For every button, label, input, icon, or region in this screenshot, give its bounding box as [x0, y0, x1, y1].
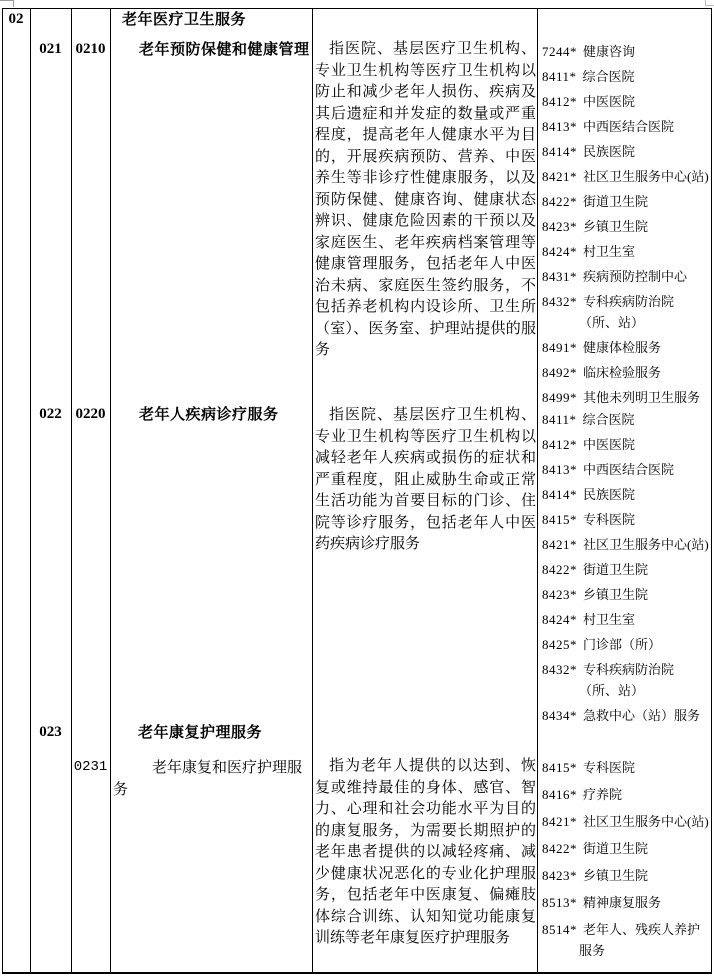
table-bottom-border	[2, 972, 712, 974]
industry-code: 8422*	[542, 194, 577, 209]
industry-code: 8422*	[542, 562, 577, 577]
industry-code-entry	[542, 387, 712, 408]
industry-code-entry	[542, 484, 712, 505]
industry-code-entry	[542, 838, 712, 859]
industry-code: 8432*	[542, 662, 577, 677]
industry-code-list	[542, 409, 712, 730]
industry-code-label: 乡镇卫生院	[583, 219, 649, 234]
industry-code: 8513*	[542, 895, 577, 910]
industry-code-label: 临床检验服务	[583, 365, 662, 380]
industry-code-label: 街道卫生院	[583, 194, 649, 209]
column-divider-4	[312, 8, 313, 973]
category-title: 老年医疗卫生服务	[122, 11, 247, 28]
industry-code-entry	[542, 216, 712, 237]
industry-code-entry	[542, 534, 712, 555]
industry-code-entry	[542, 919, 712, 961]
industry-code-label: 专科医院	[583, 512, 636, 527]
industry-code-label: 社区卫生服务中心(站)	[583, 169, 709, 184]
industry-code-entry	[542, 362, 712, 383]
industry-code-list	[542, 41, 712, 412]
industry-code-entry	[542, 291, 712, 333]
industry-code: 8421*	[542, 814, 577, 829]
page-corner-mark-top-right	[705, 5, 714, 6]
industry-code-label: 其他未列明卫生服务	[583, 390, 701, 405]
industry-code-entry	[542, 584, 712, 605]
item-code-cell: 0220	[75, 406, 106, 422]
industry-code-entry	[542, 509, 712, 530]
category-code-cell: 02	[8, 11, 24, 27]
group-code-cell: 022	[39, 406, 62, 422]
table-border-left	[2, 8, 3, 973]
industry-code: 8412*	[542, 437, 577, 452]
industry-code-entry	[542, 811, 712, 832]
industry-code-label: 乡镇卫生院	[583, 868, 649, 883]
industry-code-entry	[542, 41, 712, 62]
industry-code: 8423*	[542, 587, 577, 602]
item-description: 指医院、基层医疗卫生机构、专业卫生机构等医疗卫生机构以减轻老年人疾病或损伤的症状和严重程度，阻止威胁生命或正常生活功能为首要目标的门诊、住院等诊疗服务，包括老年人中医药疾病诊疗服务	[315, 407, 536, 552]
industry-code: 8425*	[542, 637, 577, 652]
industry-code-label: 乡镇卫生院	[583, 587, 649, 602]
item-name: 老年康复和医疗护理服务	[113, 760, 303, 798]
column-divider-2	[71, 8, 72, 973]
industry-code: 8423*	[542, 868, 577, 883]
group-code-cell: 021	[39, 41, 62, 57]
industry-code: 8413*	[542, 462, 577, 477]
industry-code-label: 急救中心（站）服务	[583, 708, 701, 723]
industry-code-label: 民族医院	[583, 487, 636, 502]
industry-code: 8424*	[542, 244, 577, 259]
industry-code-label: 中西医结合医院	[583, 119, 675, 134]
industry-code: 8492*	[542, 365, 577, 380]
industry-code-entry	[542, 634, 712, 655]
industry-code: 8423*	[542, 219, 577, 234]
industry-code-entry	[542, 66, 712, 87]
industry-code-label: 中医医院	[583, 94, 636, 109]
industry-code: 8414*	[542, 487, 577, 502]
group-title: 老年康复护理服务	[138, 724, 263, 741]
item-description: 指医院、基层医疗卫生机构、专业卫生机构等医疗卫生机构以防止和减少老年人损伤、疾病及其后遗症和并发症的数量或严重程度，提高老年人健康水平为目的，开展疾病预防、营养、中医养生等非诊疗性健康服务，以及预防保健、健康咨询、健康状态辨识、健康危险因素的干预以及家庭医生、老年疾病档案管理等健康管理服务，包括老年人中医治未病、家庭医生签约服务，不包括养老机构内设诊所、卫生所（室）、医务室、护理站提供的服务	[315, 41, 536, 358]
page-corner-mark-top-left-tick	[13, 0, 14, 7]
industry-code: 8413*	[542, 119, 577, 134]
industry-code: 8412*	[542, 94, 577, 109]
industry-code: 8416*	[542, 787, 577, 802]
industry-code: 8411*	[542, 69, 577, 84]
industry-code-entry	[542, 609, 712, 630]
industry-code-entry	[542, 191, 712, 212]
industry-code: 8414*	[542, 144, 577, 159]
column-divider-5	[537, 8, 538, 973]
industry-code-label: 综合医院	[582, 69, 635, 84]
column-divider-1	[30, 8, 31, 973]
industry-code-entry	[542, 116, 712, 137]
industry-code-entry	[542, 409, 712, 430]
item-description: 指为老年人提供的以达到、恢复或维持最佳的身体、感官、智力、心理和社会功能水平为目的的康复服务，为需要长期照护的老年患者提供的以减轻疼痛、减少健康状况恶化的专业化护理服务，包括老年中医康复、偏瘫肢体综合训练、认知知觉功能康复训练等老年康复医疗护理服务	[315, 758, 536, 946]
industry-code: 8432*	[542, 294, 577, 309]
group-code-cell: 023	[39, 724, 62, 740]
industry-code-label: 社区卫生服务中心(站)	[583, 814, 709, 829]
industry-code-entry	[542, 892, 712, 913]
industry-code-label: 中西医结合医院	[583, 462, 675, 477]
industry-code-entry	[542, 241, 712, 262]
industry-code-entry	[542, 757, 712, 778]
item-code-cell: 0231	[73, 759, 108, 775]
industry-code: 8422*	[542, 841, 577, 856]
industry-code-entry	[542, 141, 712, 162]
industry-code-label: 精神康复服务	[583, 895, 662, 910]
industry-code-label: 中医医院	[583, 437, 636, 452]
page-corner-mark-top-left	[0, 0, 14, 1]
industry-code-entry	[542, 659, 712, 701]
industry-code-label: 专科疾病防治院（所、站）	[579, 294, 675, 330]
industry-code-label: 门诊部（所）	[583, 637, 662, 652]
table-top-border	[2, 8, 712, 9]
industry-code: 8411*	[542, 412, 577, 427]
industry-code: 8499*	[542, 390, 577, 405]
industry-code-label: 村卫生室	[583, 612, 636, 627]
industry-code-label: 专科医院	[583, 760, 636, 775]
industry-code-list	[542, 757, 712, 967]
industry-code-entry	[542, 559, 712, 580]
industry-code-label: 村卫生室	[583, 244, 636, 259]
industry-code: 8421*	[542, 537, 577, 552]
industry-code-label: 老年人、残疾人养护服务	[579, 922, 701, 958]
industry-code-label: 街道卫生院	[583, 562, 649, 577]
industry-code-entry	[542, 784, 712, 805]
industry-code-entry	[542, 434, 712, 455]
column-divider-3	[110, 8, 111, 973]
industry-code-entry	[542, 266, 712, 287]
industry-code-label: 健康咨询	[583, 44, 636, 59]
industry-code: 8415*	[542, 760, 577, 775]
industry-code: 7244*	[542, 44, 577, 59]
industry-code: 8431*	[542, 269, 577, 284]
industry-code-label: 疗养院	[583, 787, 623, 802]
industry-code: 8415*	[542, 512, 577, 527]
industry-code-label: 街道卫生院	[583, 841, 649, 856]
industry-code-entry	[542, 865, 712, 886]
industry-code-entry	[542, 459, 712, 480]
industry-code-entry	[542, 337, 712, 358]
industry-code-label: 专科疾病防治院（所、站）	[579, 662, 675, 698]
item-code-cell: 0210	[75, 41, 106, 57]
item-name: 老年预防保健和健康管理	[139, 41, 310, 58]
industry-code: 8434*	[542, 708, 577, 723]
industry-code-label: 社区卫生服务中心(站)	[583, 537, 709, 552]
industry-code-entry	[542, 166, 712, 187]
industry-code-label: 民族医院	[583, 144, 636, 159]
industry-code-label: 综合医院	[582, 412, 635, 427]
industry-code-entry	[542, 705, 712, 726]
industry-code: 8421*	[542, 169, 577, 184]
industry-code-label: 疾病预防控制中心	[583, 269, 688, 284]
industry-code: 8491*	[542, 340, 577, 355]
industry-code-label: 健康体检服务	[583, 340, 662, 355]
item-name: 老年人疾病诊疗服务	[139, 406, 279, 423]
industry-code: 8514*	[542, 922, 577, 937]
industry-code: 8424*	[542, 612, 577, 627]
industry-code-entry	[542, 91, 712, 112]
